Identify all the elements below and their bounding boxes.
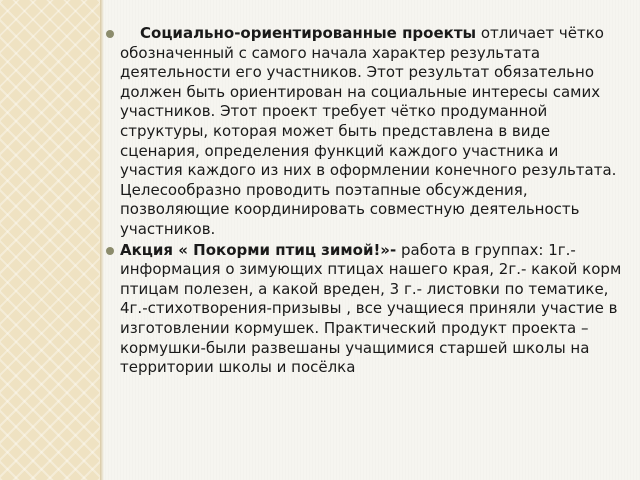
bullet-icon bbox=[106, 30, 114, 38]
slide-content bbox=[112, 24, 624, 379]
side-strip-edge bbox=[100, 0, 104, 480]
decorative-side-strip bbox=[0, 0, 100, 480]
paragraph-heading: Социально-ориентированные проекты bbox=[140, 24, 477, 42]
paragraph-text: отличает чётко обозначенный с самого начала характер результата деятельности его участников. Этот результат обязательно должен быть ориентирован на социальные интересы самих участников. Этот проект требует чётко продуманной структуры, которая может быть представлена в виде сценария, определения функций каждого участника и участия каждого из них в оформлении конечного результата. Целесообразно проводить поэтапные обсуждения, позволяющие координировать совместную деятельность участников. bbox=[120, 24, 617, 238]
paragraph-social-projects bbox=[112, 24, 624, 240]
bullet-icon bbox=[106, 247, 114, 255]
paragraph-feed-birds-action bbox=[112, 241, 624, 378]
paragraph-text: работа в группах: 1г.-информация о зимующих птицах нашего края, 2г.- какой корм птицам полезен, а какой вреден, 3 г.- листовки по тематике, 4г.-стихотворения-призывы , все учащиеся приняли участие в изготовлении кормушек. Практический продукт проекта –кормушки-были развешаны учащимися старшей школы на территории школы и посёлка bbox=[120, 240, 622, 377]
paragraph-heading: Акция « Покорми птиц зимой!»- bbox=[120, 240, 397, 259]
